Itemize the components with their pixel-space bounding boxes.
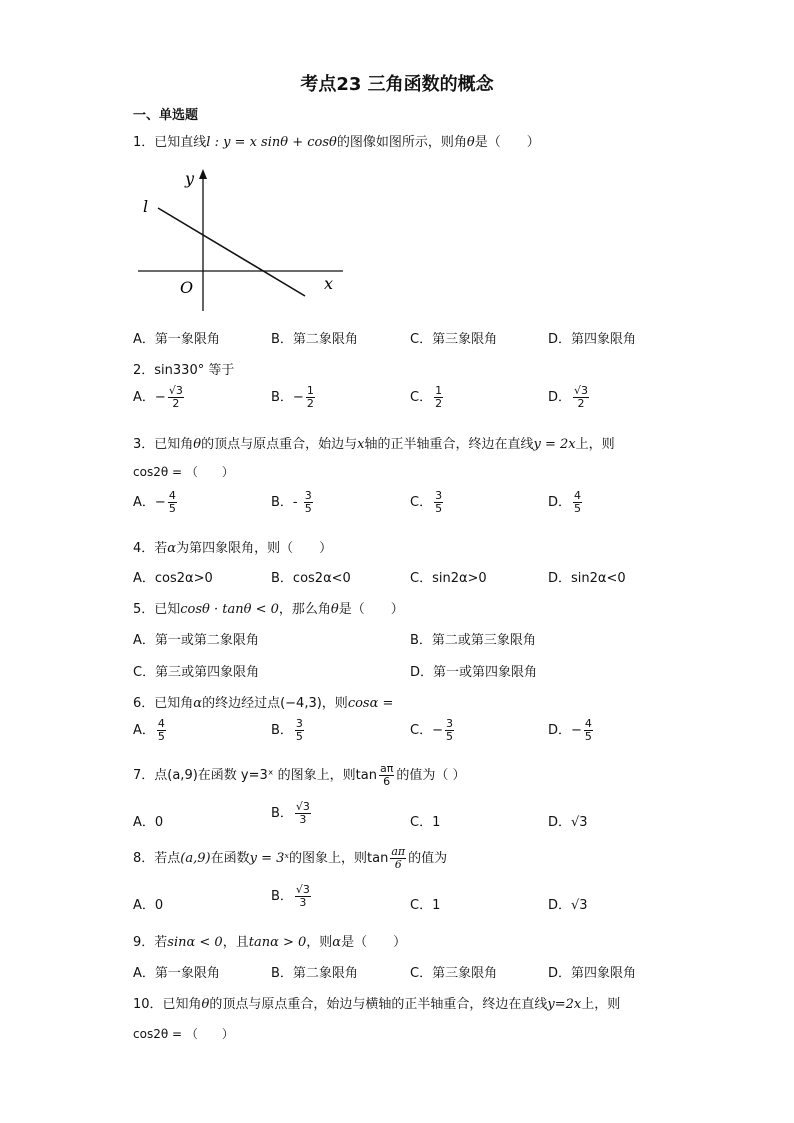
question-4-stem: 4．若α为第四象限角，则（ ） xyxy=(133,541,333,556)
question-3-stem-line2: cos2θ = （ ） xyxy=(133,465,234,479)
section-heading: 一、单选题 xyxy=(133,108,199,123)
q9-option-b[interactable]: B．第二象限角 xyxy=(271,966,358,981)
q8-option-c[interactable]: C．1 xyxy=(410,898,441,913)
q1-option-a[interactable]: A．第一象限角 xyxy=(133,332,220,347)
question-6-stem: 6．已知角α的终边经过点(−4,3)，则cosα = xyxy=(133,696,394,711)
q8-option-d[interactable]: D．√3 xyxy=(548,898,588,913)
q1-option-d[interactable]: D．第四象限角 xyxy=(548,332,637,347)
q2-option-d[interactable]: D． $\frac{√3}{2}$ xyxy=(548,384,589,410)
question-9-stem: 9．若sinα < 0，且tanα > 0，则α是（ ） xyxy=(133,935,407,950)
q1-option-b[interactable]: B．第二象限角 xyxy=(271,332,358,347)
question-10-stem: 10．已知角θ的顶点与原点重合，始边与横轴的正半轴重合，终边在直线y=2x上，则 xyxy=(133,997,621,1012)
question-5-stem: 5．已知cosθ · tanθ < 0，那么角θ是（ ） xyxy=(133,602,404,617)
q4-option-b[interactable]: B．cos2α<0 xyxy=(271,571,351,586)
question-10-stem-line2: cos2θ = （ ） xyxy=(133,1027,234,1041)
q6-option-c[interactable]: C．− $\frac{3}{5}$ xyxy=(410,717,453,743)
q3-option-d[interactable]: D． $\frac{4}{5}$ xyxy=(548,489,582,515)
q3-option-a[interactable]: A．− $\frac{4}{5}$ xyxy=(133,489,176,515)
q4-option-c[interactable]: C．sin2α>0 xyxy=(410,571,487,586)
question-7-stem: 7．点(a,9)在函数 y=3ˣ 的图象上，则tan $\frac{a\pi}{6}$ 的值为（ ） xyxy=(133,762,466,788)
q2-option-a[interactable]: A．− $\frac{√3}{2}$ xyxy=(133,384,183,410)
q6-option-b[interactable]: B． $\frac{3}{5}$ xyxy=(271,717,303,743)
y-axis-label: y xyxy=(185,169,195,188)
q7-option-d[interactable]: D．√3 xyxy=(548,815,588,830)
q4-option-a[interactable]: A．cos2α>0 xyxy=(133,571,213,586)
q7-option-a[interactable]: A．0 xyxy=(133,815,164,830)
q9-option-c[interactable]: C．第三象限角 xyxy=(410,966,498,981)
q5-option-a[interactable]: A．第一或第二象限角 xyxy=(133,633,259,648)
q2-option-b[interactable]: B．− $\frac{1}{2}$ xyxy=(271,384,314,410)
q1-line-equation: l : y = x sinθ + cosθ xyxy=(206,135,337,150)
question-1-stem: 1．已知直线l : y = x sinθ + cosθ的图像如图所示，则角θ是（ ） xyxy=(133,135,540,150)
q4-option-d[interactable]: D．sin2α<0 xyxy=(548,571,626,586)
q6-option-d[interactable]: D．− $\frac{4}{5}$ xyxy=(548,717,592,743)
q9-option-a[interactable]: A．第一象限角 xyxy=(133,966,220,981)
q1-option-c[interactable]: C．第三象限角 xyxy=(410,332,498,347)
x-axis-label: x xyxy=(324,274,334,293)
question-8-stem: 8．若点(a,9)在函数y = 3ˣ的图象上，则tan $\frac{a\pi}{6}$ 的值为 xyxy=(133,845,448,871)
q8-option-a[interactable]: A．0 xyxy=(133,898,164,913)
question-3-stem: 3．已知角θ的顶点与原点重合，始边与x轴的正半轴重合，终边在直线y = 2x上，则 xyxy=(133,437,615,452)
q9-option-d[interactable]: D．第四象限角 xyxy=(548,966,637,981)
line-l-label: l xyxy=(143,197,149,216)
question-2-stem: 2．sin330° 等于 xyxy=(133,363,235,378)
q3-option-b[interactable]: B．- $\frac{3}{5}$ xyxy=(271,489,312,515)
q2-option-c[interactable]: C． $\frac{1}{2}$ xyxy=(410,384,443,410)
q3-option-c[interactable]: C． $\frac{3}{5}$ xyxy=(410,489,443,515)
q5-option-b[interactable]: B．第二或第三象限角 xyxy=(410,633,536,648)
page-title: 考点23 三角函数的概念 xyxy=(300,74,494,95)
q6-option-a[interactable]: A． $\frac{4}{5}$ xyxy=(133,717,165,743)
q1-line-graph-figure xyxy=(133,165,343,313)
q8-option-b[interactable]: B． $\frac{√3}{3}$ xyxy=(271,883,310,909)
y-axis-arrow-icon xyxy=(199,169,207,179)
q5-option-c[interactable]: C．第三或第四象限角 xyxy=(133,665,260,680)
q7-option-c[interactable]: C．1 xyxy=(410,815,441,830)
q7-option-b[interactable]: B． $\frac{√3}{3}$ xyxy=(271,800,310,826)
origin-label: O xyxy=(180,278,194,297)
q5-option-d[interactable]: D．第一或第四象限角 xyxy=(410,665,538,680)
